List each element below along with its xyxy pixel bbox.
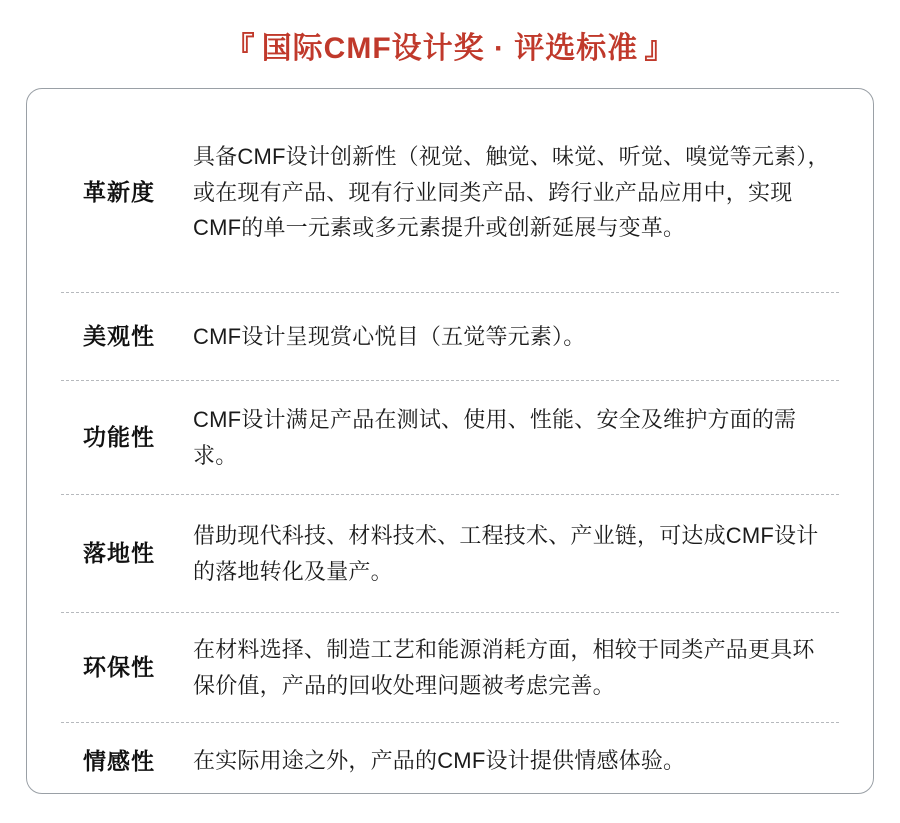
criterion-row [61,293,839,381]
criterion-description: CMF设计呈现赏心悦目（五觉等元素）。 [193,323,586,349]
title-bracket-left: 『 [224,32,256,65]
criterion-row [61,381,839,495]
criteria-list [61,89,839,793]
criterion-label: 功能性 [83,424,155,451]
criterion-description: CMF设计满足产品在测试、使用、性能、安全及维护方面的需求。 [193,406,797,468]
criterion-description: 具备CMF设计创新性（视觉、触觉、味觉、听觉、嗅觉等元素），或在现有产品、现有行业同类产品、跨行业产品应用中，实现CMF的单一元素或多元素提升或创新延展与变革。 [193,144,830,241]
criteria-card [26,88,874,794]
criterion-label: 革新度 [83,179,155,206]
criterion-label: 落地性 [83,540,155,567]
criterion-label: 环保性 [83,654,155,681]
criterion-label: 情感性 [83,747,155,774]
criterion-row [61,495,839,613]
title-text: 国际CMF设计奖 · 评选标准 [261,32,639,65]
criterion-row [61,613,839,723]
criterion-row [61,93,839,293]
criterion-row [61,723,839,799]
criterion-label: 美观性 [83,323,155,350]
criterion-description: 借助现代科技、材料技术、工程技术、产业链，可达成CMF设计的落地转化及量产。 [193,522,819,584]
title-bracket-right: 』 [644,32,676,65]
page-title [0,0,900,90]
criterion-description: 在实际用途之外，产品的CMF设计提供情感体验。 [193,748,686,774]
criterion-description: 在材料选择、制造工艺和能源消耗方面，相较于同类产品更具环保价值，产品的回收处理问题被考虑完善。 [193,636,815,698]
